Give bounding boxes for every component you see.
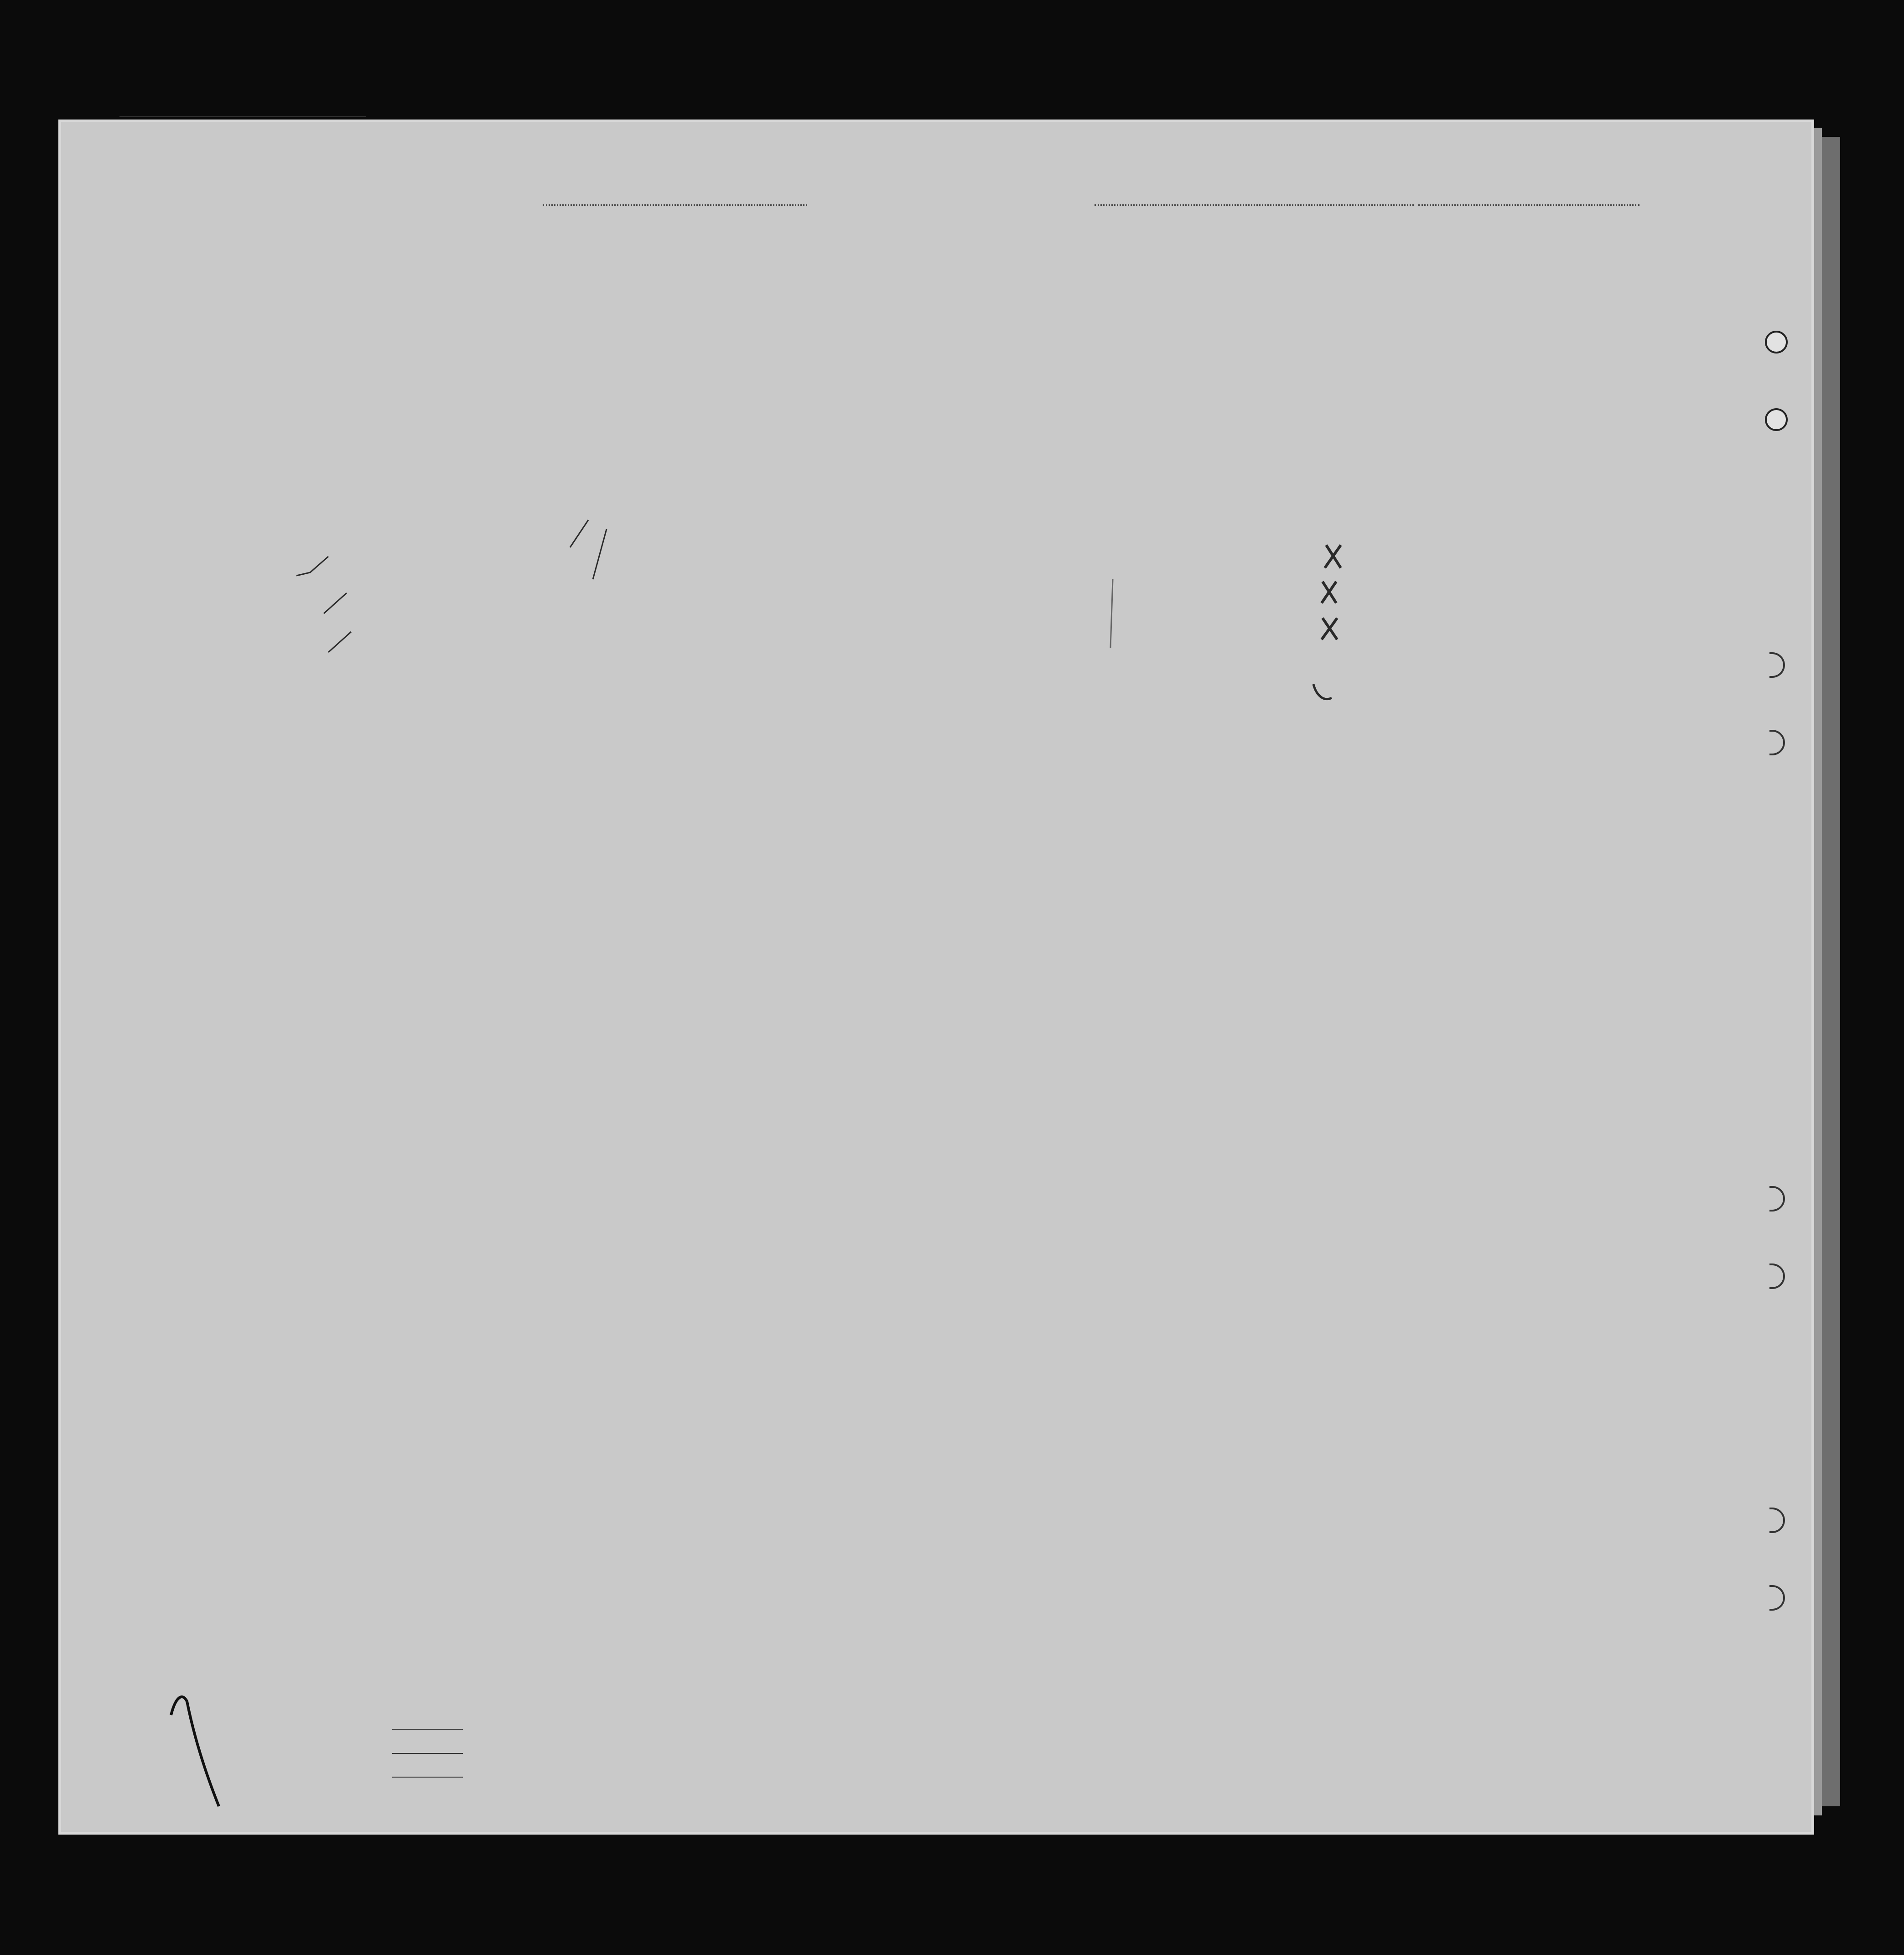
binder-hole-icon bbox=[1765, 331, 1788, 354]
binder-hole-icon bbox=[1765, 408, 1788, 431]
